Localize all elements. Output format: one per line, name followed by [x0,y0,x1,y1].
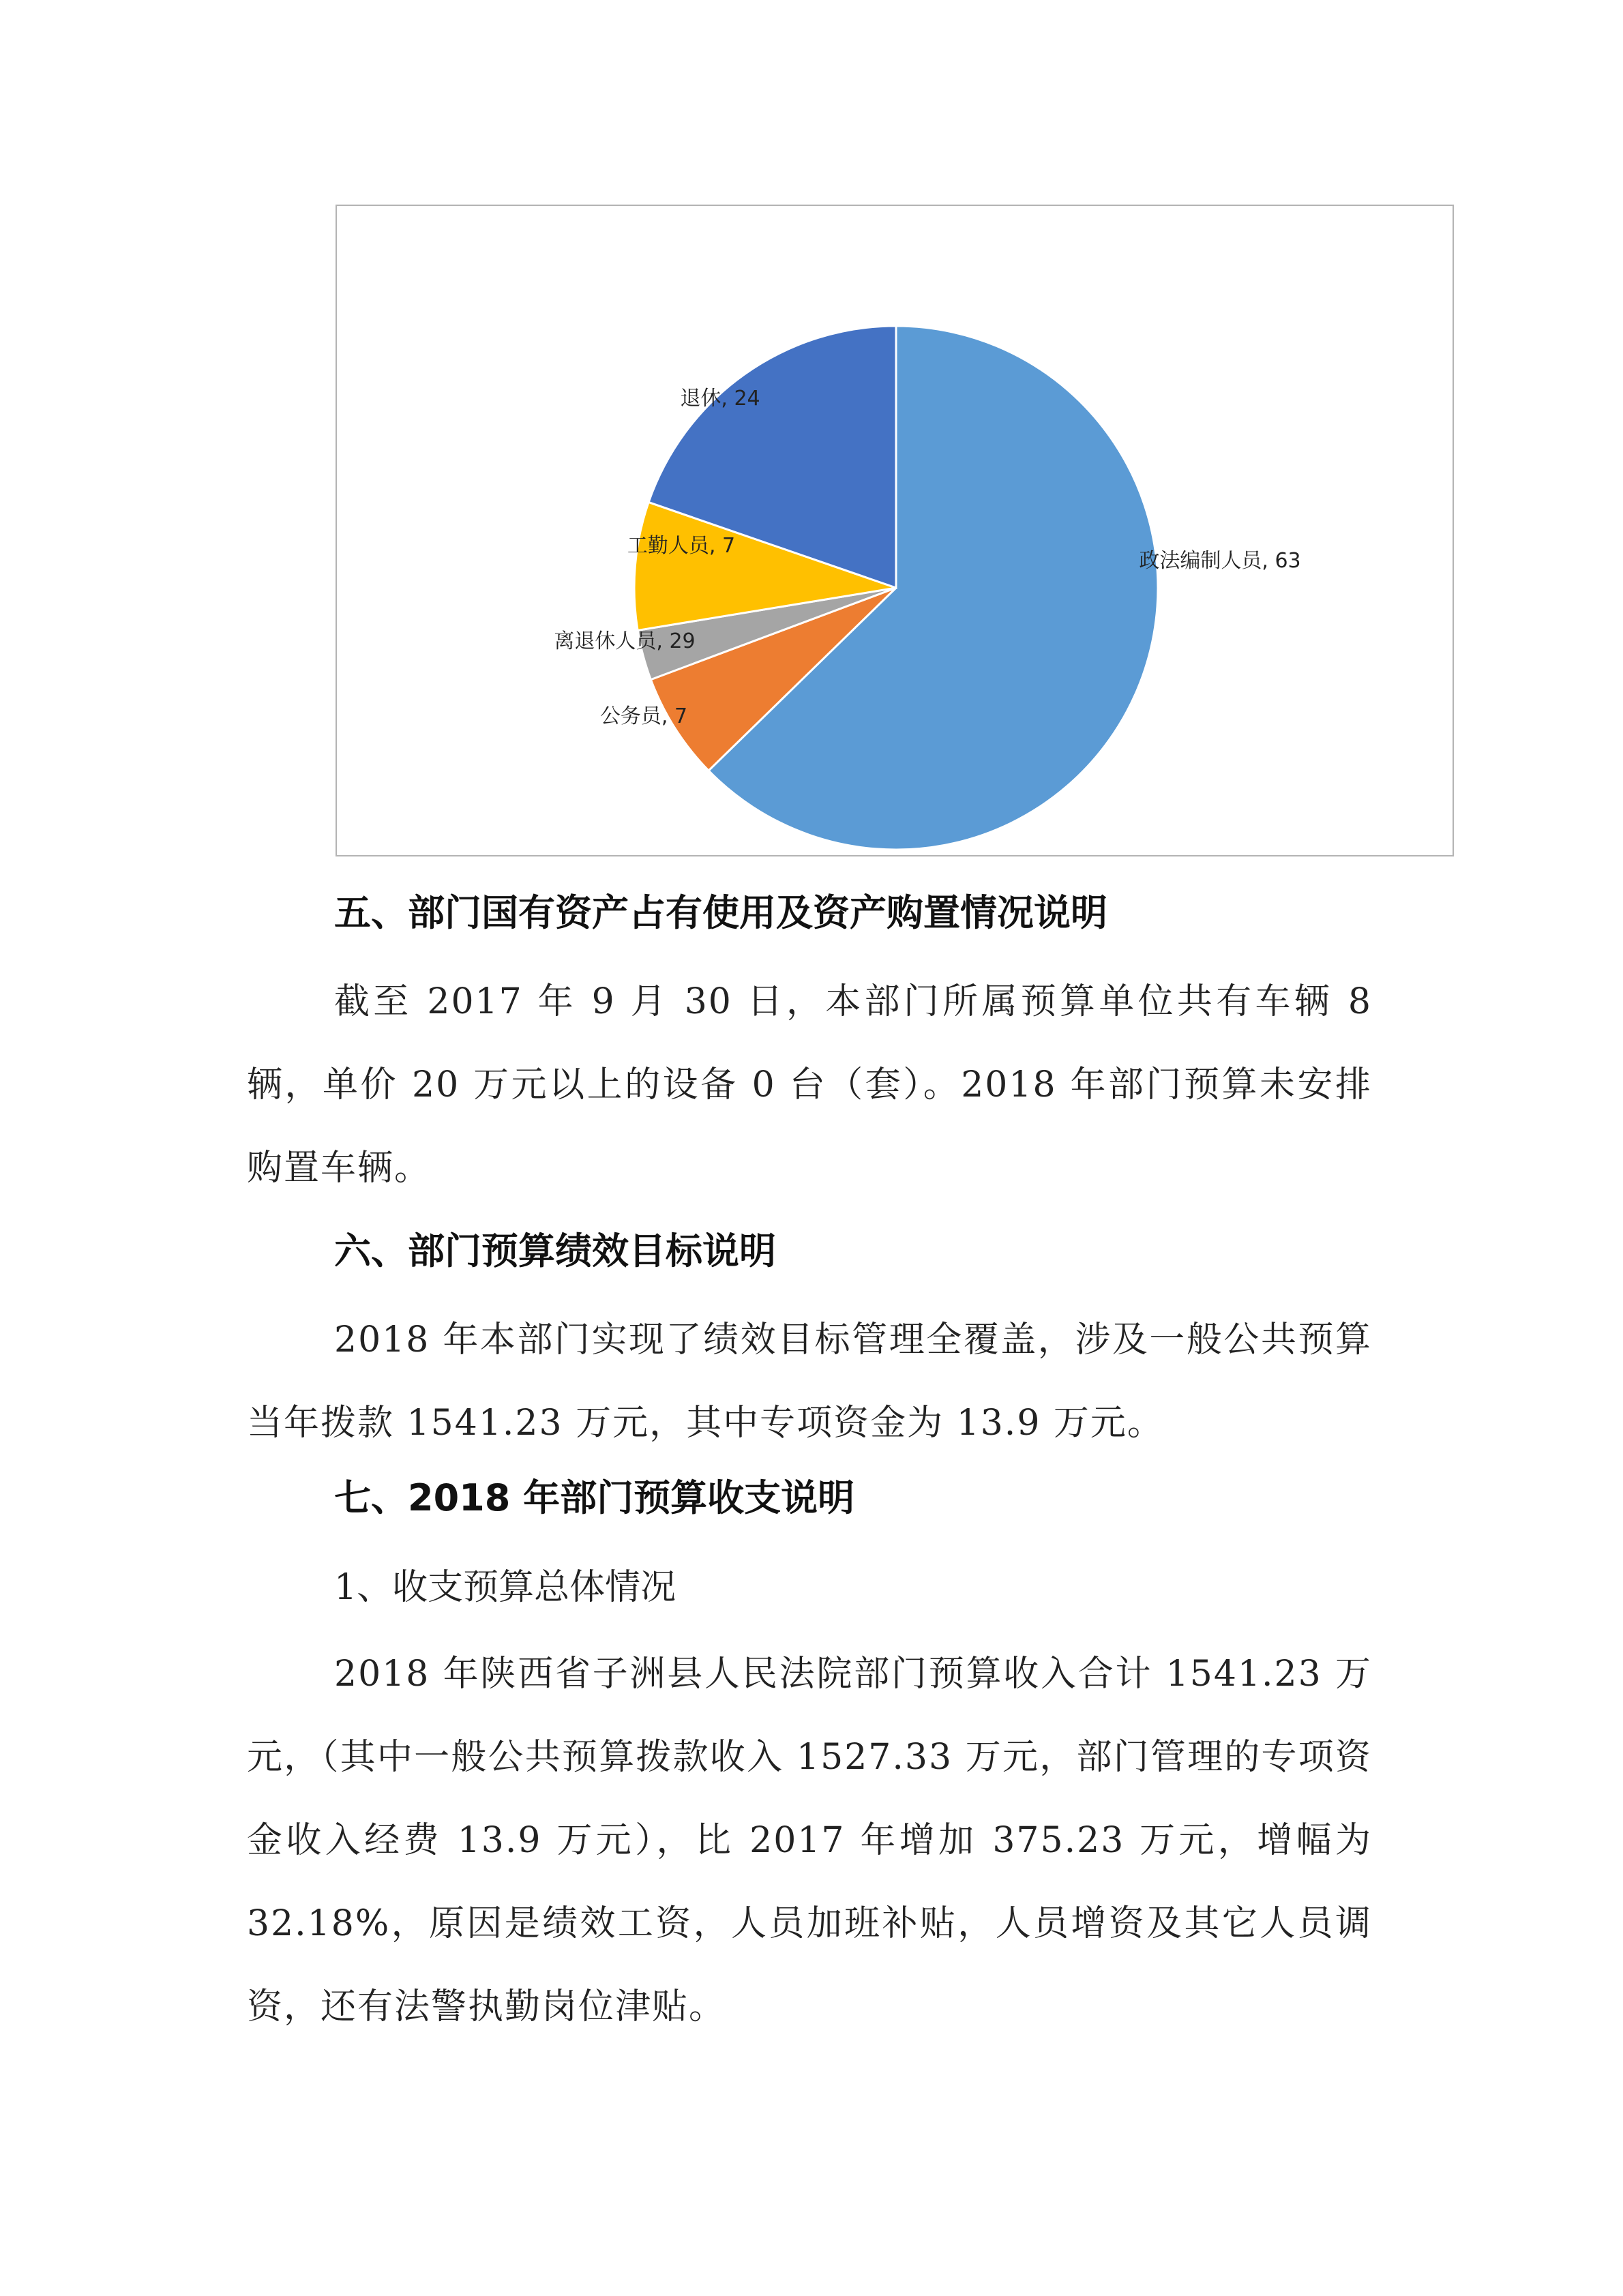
section6-heading: 六、部门预算绩效目标说明 [334,1229,776,1272]
section5-paragraph: 截至 2017 年 9 月 30 日，本部门所属预算单位共有车辆 8 辆，单价 20 万元以上的设备 0 台（套）。2018 年部门预算未安排购置车辆。 [247,981,1372,1189]
pie-label-1: 政法编制人员, 63 [1139,549,1301,573]
section7-paragraph: 2018 年陕西省子洲县人民法院部门预算收入合计 1541.23 万元，（其中一般公共预算拨款收入 1527.33 万元，部门管理的专项资金收入经费 13.9 万元），比 2017 年增加 375.23 万元，增幅为 32.18%，原因是绩效工资，人员加班补贴，人员增资及其它人员调资，还有法警执勤岗位津贴。 [247,1654,1372,2027]
pie-label-5: 退休, 24 [680,387,760,411]
section7-subheading: 1、收支预算总体情况 [334,1567,676,1608]
section6-paragraph: 2018 年本部门实现了绩效目标管理全覆盖，涉及一般公共预算当年拨款 1541.23 万元，其中专项资金为 13.9 万元。 [247,1320,1372,1444]
section7-heading: 七、2018 年部门预算收支说明 [334,1476,855,1519]
pie-chart [336,205,1454,856]
pie-label-2: 公务员, 7 [599,704,688,728]
pie-chart-svg [337,206,1453,855]
section5-heading: 五、部门国有资产占有使用及资产购置情况说明 [334,891,1107,934]
pie-label-3: 离退休人员, 29 [554,629,696,653]
pie-label-4: 工勤人员, 7 [627,534,736,558]
